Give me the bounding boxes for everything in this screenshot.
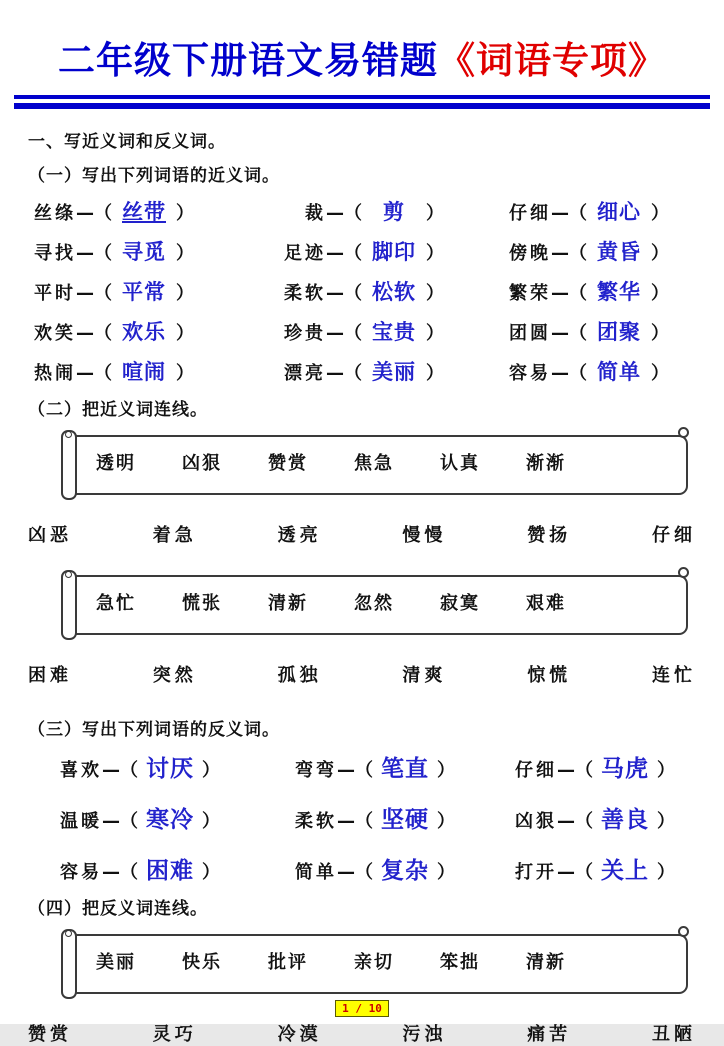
answer-word: 平常 bbox=[122, 280, 166, 305]
scroll-word: 亲切 bbox=[354, 952, 394, 974]
scroll-word: 凶狠 bbox=[182, 453, 222, 475]
question-word: 欢笑 bbox=[34, 323, 76, 345]
paren-close: ） bbox=[176, 363, 194, 385]
synonym-pair bbox=[28, 196, 278, 226]
paren-close: ） bbox=[437, 862, 455, 884]
question-word: 打开 bbox=[515, 862, 557, 884]
scroll-word-list bbox=[68, 577, 686, 615]
answer-word: 喧闹 bbox=[122, 360, 166, 385]
paren-close: ） bbox=[176, 283, 194, 305]
question-word: 热闹 bbox=[34, 363, 76, 385]
paren-close: ） bbox=[176, 203, 194, 225]
answer-word: 黄昏 bbox=[597, 240, 641, 265]
scroll-word: 透明 bbox=[96, 453, 136, 475]
paren-close: ） bbox=[651, 363, 669, 385]
dash-paren: —（ bbox=[551, 203, 587, 225]
scroll-word: 慌张 bbox=[182, 593, 222, 615]
match-word: 着急 bbox=[152, 525, 197, 547]
question-word: 珍贵 bbox=[284, 323, 326, 345]
dash-paren: —（ bbox=[326, 203, 362, 225]
paren-close: ） bbox=[657, 862, 675, 884]
scroll-word: 寂寞 bbox=[440, 593, 480, 615]
dash-paren: —（ bbox=[337, 862, 373, 884]
answer-word: 善良 bbox=[601, 807, 649, 834]
question-word: 平时 bbox=[34, 283, 76, 305]
paren-close: ） bbox=[657, 760, 675, 782]
paren-close: ） bbox=[651, 283, 669, 305]
synonym-pair bbox=[278, 236, 503, 266]
synonym-pair bbox=[278, 356, 503, 386]
dash-paren: —（ bbox=[326, 363, 362, 385]
antonym-pair bbox=[54, 801, 289, 834]
match-word: 困难 bbox=[28, 665, 72, 687]
dash-paren: —（ bbox=[557, 862, 593, 884]
scroll-word: 艰难 bbox=[526, 593, 566, 615]
dash-paren: —（ bbox=[557, 811, 593, 833]
question-word: 傍晚 bbox=[509, 243, 551, 265]
answer-word: 宝贵 bbox=[372, 320, 416, 345]
scroll-word: 快乐 bbox=[182, 952, 222, 974]
answer-word: 坚硬 bbox=[381, 807, 429, 834]
answer-word: 讨厌 bbox=[146, 756, 194, 783]
paren-close: ） bbox=[176, 323, 194, 345]
antonym-pair bbox=[54, 750, 289, 783]
paren-close: ） bbox=[426, 363, 444, 385]
answer-word: 细心 bbox=[597, 200, 641, 225]
question-word: 凶狠 bbox=[515, 811, 557, 833]
scroll-banner-synonyms-1 bbox=[66, 435, 688, 495]
paren-close: ） bbox=[202, 760, 220, 782]
synonym-pair bbox=[503, 276, 696, 306]
dash-paren: —（ bbox=[76, 323, 112, 345]
answer-word: 团聚 bbox=[597, 320, 641, 345]
scroll-word: 笨拙 bbox=[440, 952, 480, 974]
paren-close: ） bbox=[426, 283, 444, 305]
dash-paren: —（ bbox=[326, 243, 362, 265]
answer-word: 繁华 bbox=[597, 280, 641, 305]
match-word-row bbox=[28, 661, 696, 687]
synonym-pair bbox=[28, 356, 278, 386]
question-word: 喜欢 bbox=[60, 760, 102, 782]
scroll-word: 赞赏 bbox=[268, 453, 308, 475]
question-word: 裁 bbox=[305, 203, 326, 225]
match-word: 赞扬 bbox=[527, 525, 572, 547]
paren-close: ） bbox=[176, 243, 194, 265]
scroll-word: 清新 bbox=[526, 952, 566, 974]
dash-paren: —（ bbox=[102, 862, 138, 884]
paren-close: ） bbox=[202, 811, 220, 833]
synonym-pair bbox=[278, 276, 503, 306]
synonym-pair bbox=[503, 316, 696, 346]
divider-double-line bbox=[14, 95, 710, 109]
answer-word: 困难 bbox=[146, 858, 194, 885]
page-number-badge: 1 / 10 bbox=[335, 1000, 389, 1017]
paren-close: ） bbox=[651, 323, 669, 345]
answer-word: 笔直 bbox=[381, 756, 429, 783]
paren-close: ） bbox=[651, 243, 669, 265]
question-word: 丝绦 bbox=[34, 203, 76, 225]
question-word: 繁荣 bbox=[509, 283, 551, 305]
match-word: 连忙 bbox=[651, 665, 696, 687]
paren-close: ） bbox=[437, 760, 455, 782]
dash-paren: —（ bbox=[76, 363, 112, 385]
part-3-heading: （三）写出下列词语的反义词。 bbox=[28, 720, 280, 741]
question-word: 简单 bbox=[295, 862, 337, 884]
paren-close: ） bbox=[202, 862, 220, 884]
question-word: 柔软 bbox=[295, 811, 337, 833]
scroll-word-list bbox=[68, 936, 686, 974]
synonym-pair bbox=[503, 356, 696, 386]
dash-paren: —（ bbox=[551, 243, 587, 265]
antonym-pair bbox=[289, 852, 509, 885]
match-word: 灵巧 bbox=[152, 1024, 197, 1046]
part-1-heading: （一）写出下列词语的近义词。 bbox=[28, 166, 280, 187]
antonym-pair bbox=[509, 801, 696, 834]
match-word: 孤独 bbox=[277, 665, 322, 687]
antonym-pair bbox=[509, 750, 696, 783]
paren-close: ） bbox=[426, 323, 444, 345]
question-word: 容易 bbox=[509, 363, 551, 385]
scroll-left-roll-icon bbox=[61, 430, 77, 500]
title-main: 二年级下册语文易错题 bbox=[58, 39, 438, 82]
dash-paren: —（ bbox=[337, 760, 373, 782]
question-word: 足迹 bbox=[284, 243, 326, 265]
synonym-pair bbox=[503, 236, 696, 266]
match-word-row bbox=[28, 521, 696, 547]
scroll-knob-icon bbox=[678, 567, 689, 578]
answer-word: 复杂 bbox=[381, 858, 429, 885]
scroll-word-list bbox=[68, 437, 686, 475]
antonym-pair bbox=[289, 801, 509, 834]
scroll-word: 渐渐 bbox=[526, 453, 566, 475]
match-word: 冷漠 bbox=[277, 1024, 322, 1046]
question-word: 仔细 bbox=[509, 203, 551, 225]
dash-paren: —（ bbox=[337, 811, 373, 833]
dash-paren: —（ bbox=[551, 363, 587, 385]
paren-close: ） bbox=[651, 203, 669, 225]
answer-word: 关上 bbox=[601, 858, 649, 885]
scroll-word: 忽然 bbox=[354, 593, 394, 615]
scroll-knob-icon bbox=[678, 427, 689, 438]
answer-word: 剪 bbox=[383, 200, 405, 225]
answer-word: 欢乐 bbox=[122, 320, 166, 345]
scroll-word: 清新 bbox=[268, 593, 308, 615]
answer-word: 脚印 bbox=[372, 240, 416, 265]
part-4-heading: （四）把反义词连线。 bbox=[28, 899, 208, 920]
scroll-left-roll-icon bbox=[61, 570, 77, 640]
page-title bbox=[0, 0, 724, 84]
synonym-pair bbox=[28, 236, 278, 266]
dash-paren: —（ bbox=[557, 760, 593, 782]
match-word: 凶恶 bbox=[28, 525, 72, 547]
part-2-heading: （二）把近义词连线。 bbox=[28, 400, 208, 421]
dash-paren: —（ bbox=[102, 811, 138, 833]
answer-word: 马虎 bbox=[601, 756, 649, 783]
dash-paren: —（ bbox=[102, 760, 138, 782]
question-word: 容易 bbox=[60, 862, 102, 884]
question-word: 团圆 bbox=[509, 323, 551, 345]
antonym-pair bbox=[509, 852, 696, 885]
answer-word: 寻觅 bbox=[122, 240, 166, 265]
dash-paren: —（ bbox=[76, 283, 112, 305]
dash-paren: —（ bbox=[76, 243, 112, 265]
match-word: 突然 bbox=[152, 665, 197, 687]
paren-close: ） bbox=[657, 811, 675, 833]
question-word: 仔细 bbox=[515, 760, 557, 782]
antonym-pair bbox=[289, 750, 509, 783]
match-word-row bbox=[28, 1020, 696, 1046]
question-word: 弯弯 bbox=[295, 760, 337, 782]
question-word: 温暖 bbox=[60, 811, 102, 833]
answer-word: 丝带 bbox=[122, 200, 166, 225]
match-word: 透亮 bbox=[277, 525, 322, 547]
synonym-pair bbox=[503, 196, 696, 226]
synonym-pair bbox=[278, 316, 503, 346]
match-word: 惊慌 bbox=[527, 665, 572, 687]
paren-close: ） bbox=[437, 811, 455, 833]
dash-paren: —（ bbox=[326, 323, 362, 345]
dash-paren: —（ bbox=[326, 283, 362, 305]
title-highlight: 《词语专项》 bbox=[438, 39, 666, 82]
answer-word: 简单 bbox=[597, 360, 641, 385]
match-word: 痛苦 bbox=[527, 1024, 572, 1046]
dash-paren: —（ bbox=[551, 283, 587, 305]
match-word: 慢慢 bbox=[402, 525, 447, 547]
dash-paren: —（ bbox=[551, 323, 587, 345]
antonym-pairs-grid bbox=[28, 750, 696, 885]
scroll-banner-antonyms bbox=[66, 934, 688, 994]
paren-close: ） bbox=[426, 243, 444, 265]
match-word: 清爽 bbox=[402, 665, 447, 687]
answer-word: 松软 bbox=[372, 280, 416, 305]
dash-paren: —（ bbox=[76, 203, 112, 225]
scroll-left-roll-icon bbox=[61, 929, 77, 999]
divider-line-top bbox=[14, 95, 710, 99]
synonym-pair bbox=[278, 196, 503, 226]
synonym-pair bbox=[28, 316, 278, 346]
match-word: 污浊 bbox=[402, 1024, 447, 1046]
answer-word: 美丽 bbox=[372, 360, 416, 385]
scroll-word: 美丽 bbox=[96, 952, 136, 974]
scroll-knob-icon bbox=[678, 926, 689, 937]
answer-word: 寒冷 bbox=[146, 807, 194, 834]
question-word: 柔软 bbox=[284, 283, 326, 305]
match-word: 仔细 bbox=[651, 525, 696, 547]
question-word: 寻找 bbox=[34, 243, 76, 265]
synonym-pair bbox=[28, 276, 278, 306]
scroll-banner-synonyms-2 bbox=[66, 575, 688, 635]
section-1-heading: 一、写近义词和反义词。 bbox=[28, 132, 226, 153]
scroll-word: 批评 bbox=[268, 952, 308, 974]
scroll-word: 认真 bbox=[440, 453, 480, 475]
paren-close: ） bbox=[426, 203, 444, 225]
match-word: 丑陋 bbox=[651, 1024, 696, 1046]
scroll-word: 焦急 bbox=[354, 453, 394, 475]
antonym-pair bbox=[54, 852, 289, 885]
synonym-pairs-grid bbox=[28, 196, 696, 386]
scroll-word: 急忙 bbox=[96, 593, 136, 615]
worksheet-content bbox=[0, 109, 724, 1046]
match-word: 赞赏 bbox=[28, 1024, 72, 1046]
page-footer bbox=[0, 997, 724, 1017]
question-word: 漂亮 bbox=[284, 363, 326, 385]
